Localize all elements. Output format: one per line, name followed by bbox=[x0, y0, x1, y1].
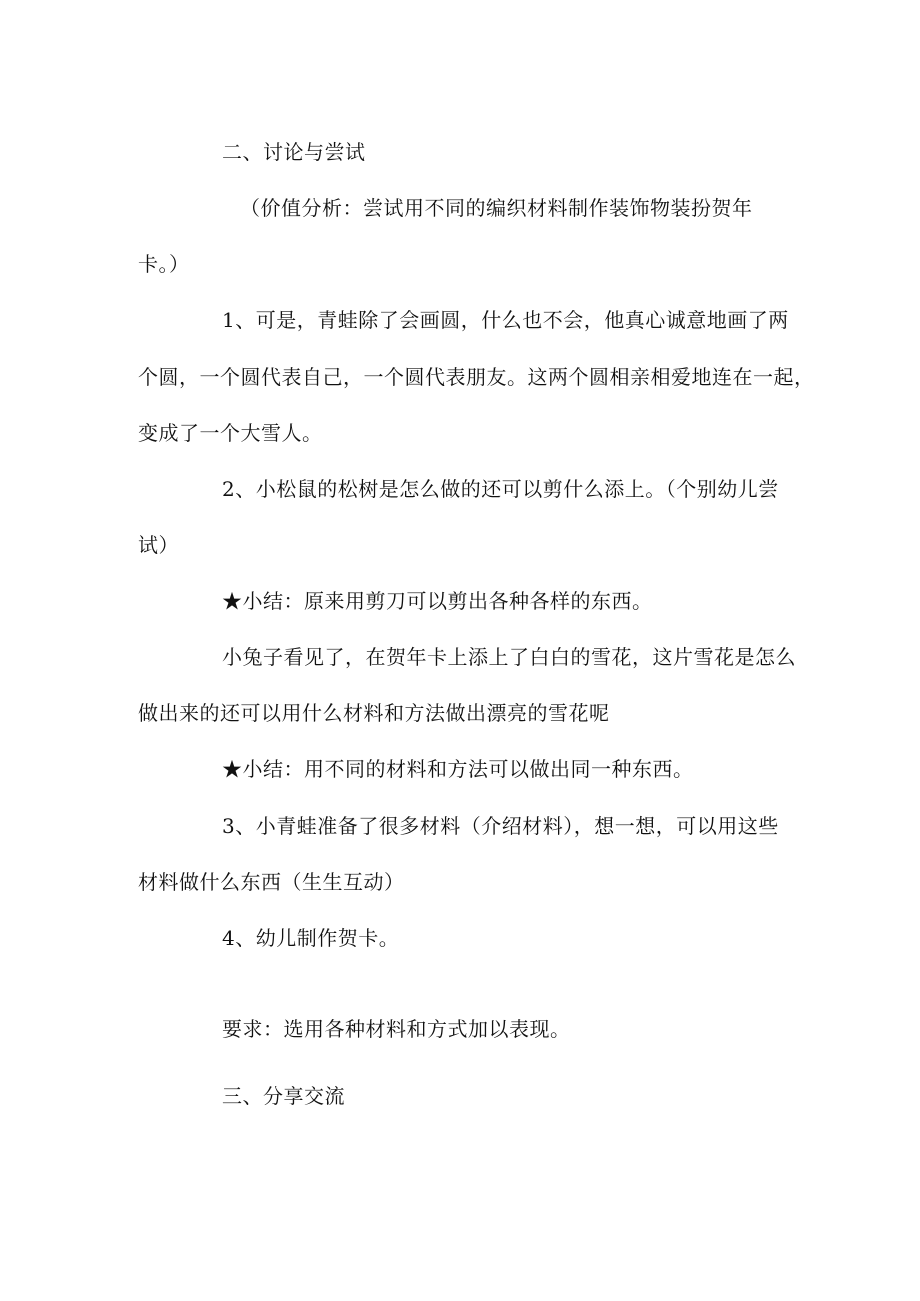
item-1-line-1: 1、可是，青蛙除了会画圆，什么也不会，他真心诚意地画了两 bbox=[222, 308, 789, 332]
item-3-line-1: 3、小青蛙准备了很多材料（介绍材料），想一想，可以用这些 bbox=[222, 814, 779, 838]
requirement-line: 要求：选用各种材料和方式加以表现。 bbox=[222, 1017, 571, 1041]
item-1-line-2: 个圆，一个圆代表自己，一个圆代表朋友。这两个圆相亲相爱地连在一起， bbox=[138, 365, 815, 389]
rabbit-paragraph-line-2: 做出来的还可以用什么材料和方法做出漂亮的雪花呢 bbox=[138, 701, 610, 725]
section-heading-sharing: 三、分享交流 bbox=[222, 1084, 345, 1108]
item-4: 4、幼儿制作贺卡。 bbox=[222, 926, 400, 950]
summary-2: ★小结：用不同的材料和方法可以做出同一种东西。 bbox=[222, 757, 694, 781]
item-2-line-2: 试） bbox=[138, 533, 179, 557]
rabbit-paragraph-line-1: 小兔子看见了，在贺年卡上添上了白白的雪花，这片雪花是怎么 bbox=[222, 645, 796, 669]
item-3-line-2: 材料做什么东西（生生互动） bbox=[138, 870, 405, 894]
item-2-line-1: 2、小松鼠的松树是怎么做的还可以剪什么添上。（个别幼儿尝 bbox=[222, 477, 779, 501]
value-analysis-line-1: （价值分析：尝试用不同的编织材料制作装饰物装扮贺年 bbox=[240, 196, 753, 220]
value-analysis-line-2: 卡。） bbox=[138, 252, 190, 276]
summary-1: ★小结：原来用剪刀可以剪出各种各样的东西。 bbox=[222, 589, 653, 613]
section-heading-discussion: 二、讨论与尝试 bbox=[222, 140, 366, 164]
item-1-line-3: 变成了一个大雪人。 bbox=[138, 421, 323, 445]
